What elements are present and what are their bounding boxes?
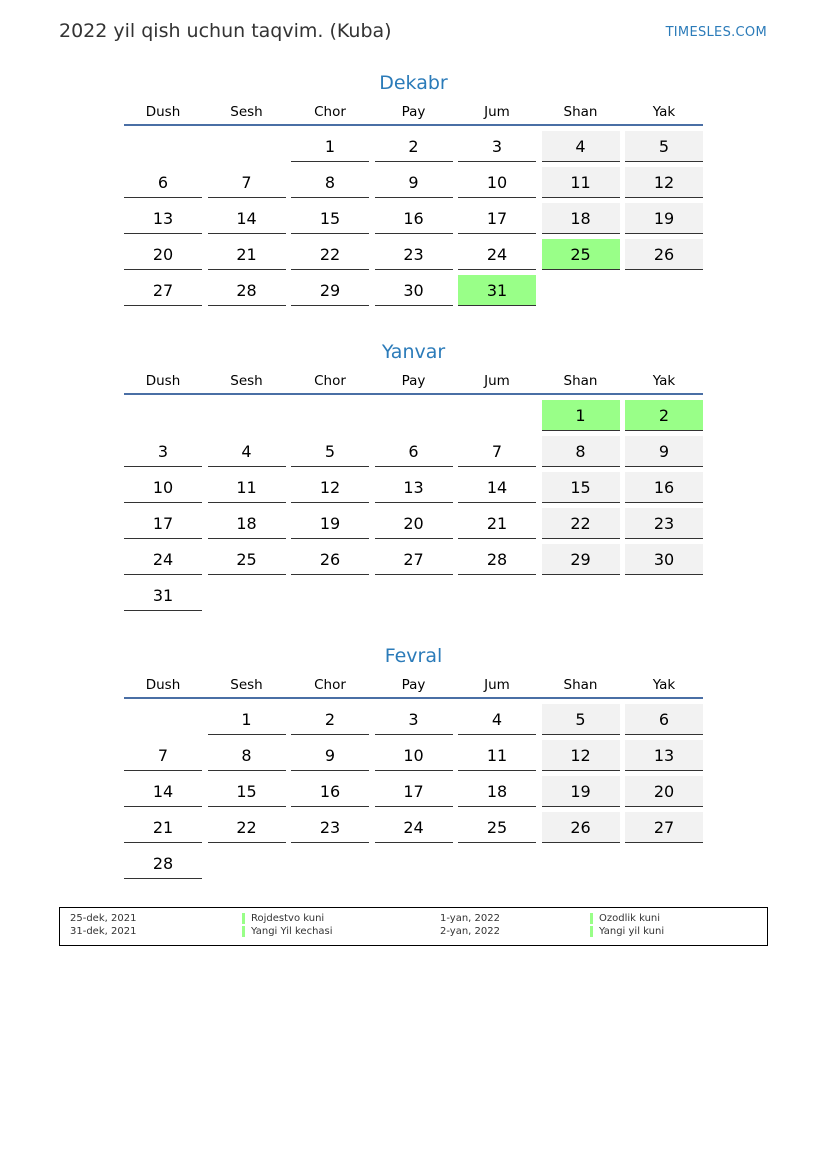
day-cell: 1 bbox=[291, 131, 369, 162]
day-cell: 21 bbox=[458, 508, 536, 539]
empty-day-cell bbox=[291, 848, 369, 879]
week-row bbox=[124, 848, 703, 884]
day-cell: 21 bbox=[124, 812, 202, 843]
empty-day-cell bbox=[375, 848, 453, 879]
day-cell: 11 bbox=[208, 472, 286, 503]
day-cell: 16 bbox=[375, 203, 453, 234]
day-cell: 14 bbox=[124, 776, 202, 807]
week-row bbox=[124, 239, 703, 275]
day-cell: 15 bbox=[208, 776, 286, 807]
day-cell: 28 bbox=[458, 544, 536, 575]
legend-holiday-name: Yangi Yil kechasi bbox=[242, 926, 333, 937]
weekday-label: Jum bbox=[484, 104, 510, 120]
day-cell: 6 bbox=[375, 436, 453, 467]
weekend-day-cell: 11 bbox=[542, 167, 620, 198]
weekday-label: Pay bbox=[401, 104, 426, 120]
legend-date: 1-yan, 2022 bbox=[440, 913, 500, 924]
weekend-day-cell: 12 bbox=[542, 740, 620, 771]
weekend-day-cell: 20 bbox=[625, 776, 703, 807]
holiday-day-cell: 25 bbox=[542, 239, 620, 270]
day-cell: 2 bbox=[375, 131, 453, 162]
day-cell: 10 bbox=[458, 167, 536, 198]
day-cell: 15 bbox=[291, 203, 369, 234]
weekend-day-cell: 22 bbox=[542, 508, 620, 539]
holiday-day-cell: 1 bbox=[542, 400, 620, 431]
empty-day-cell bbox=[124, 400, 202, 431]
weekday-label: Dush bbox=[145, 677, 181, 693]
week-row bbox=[124, 704, 703, 740]
legend-date: 31-dek, 2021 bbox=[70, 926, 137, 937]
day-cell: 23 bbox=[291, 812, 369, 843]
legend-date: 2-yan, 2022 bbox=[440, 926, 500, 937]
weekday-label: Yak bbox=[652, 373, 676, 389]
week-row bbox=[124, 740, 703, 776]
weekend-day-cell: 4 bbox=[542, 131, 620, 162]
week-row bbox=[124, 776, 703, 812]
day-cell: 12 bbox=[291, 472, 369, 503]
weekday-label: Sesh bbox=[230, 677, 263, 693]
empty-day-cell bbox=[542, 275, 620, 306]
holiday-day-cell: 2 bbox=[625, 400, 703, 431]
week-row bbox=[124, 580, 703, 616]
weekend-day-cell: 9 bbox=[625, 436, 703, 467]
day-cell: 8 bbox=[291, 167, 369, 198]
day-cell: 28 bbox=[124, 848, 202, 879]
empty-day-cell bbox=[375, 580, 453, 611]
weekday-header-row bbox=[124, 673, 703, 699]
weekend-day-cell: 27 bbox=[625, 812, 703, 843]
weekday-label: Pay bbox=[401, 373, 426, 389]
day-cell: 25 bbox=[208, 544, 286, 575]
week-row bbox=[124, 167, 703, 203]
empty-day-cell bbox=[542, 848, 620, 879]
day-cell: 20 bbox=[124, 239, 202, 270]
empty-day-cell bbox=[208, 400, 286, 431]
day-cell: 7 bbox=[208, 167, 286, 198]
weekend-day-cell: 12 bbox=[625, 167, 703, 198]
weekday-label: Shan bbox=[563, 677, 598, 693]
weekday-label: Shan bbox=[563, 373, 598, 389]
day-cell: 4 bbox=[458, 704, 536, 735]
week-row bbox=[124, 400, 703, 436]
week-row bbox=[124, 544, 703, 580]
weekday-label: Chor bbox=[314, 104, 346, 120]
day-cell: 8 bbox=[208, 740, 286, 771]
weekday-label: Shan bbox=[563, 104, 598, 120]
weekend-day-cell: 5 bbox=[542, 704, 620, 735]
month-calendar-january bbox=[124, 337, 703, 616]
empty-day-cell bbox=[375, 400, 453, 431]
day-cell: 2 bbox=[291, 704, 369, 735]
weekday-label: Jum bbox=[484, 373, 510, 389]
empty-day-cell bbox=[124, 704, 202, 735]
empty-day-cell bbox=[208, 131, 286, 162]
weekend-day-cell: 13 bbox=[625, 740, 703, 771]
empty-day-cell bbox=[458, 580, 536, 611]
empty-day-cell bbox=[124, 131, 202, 162]
weekend-day-cell: 8 bbox=[542, 436, 620, 467]
day-cell: 17 bbox=[375, 776, 453, 807]
week-row bbox=[124, 131, 703, 167]
empty-day-cell bbox=[458, 400, 536, 431]
empty-day-cell bbox=[458, 848, 536, 879]
day-cell: 5 bbox=[291, 436, 369, 467]
day-cell: 13 bbox=[375, 472, 453, 503]
month-name: Fevral bbox=[384, 645, 443, 667]
holiday-day-cell: 31 bbox=[458, 275, 536, 306]
day-cell: 17 bbox=[458, 203, 536, 234]
weekend-day-cell: 26 bbox=[542, 812, 620, 843]
page-title: 2022 yil qish uchun taqvim. (Kuba) bbox=[59, 20, 392, 42]
week-row bbox=[124, 436, 703, 472]
month-name: Yanvar bbox=[381, 341, 446, 363]
day-cell: 30 bbox=[375, 275, 453, 306]
day-cell: 11 bbox=[458, 740, 536, 771]
day-cell: 20 bbox=[375, 508, 453, 539]
legend-holiday-name: Yangi yil kuni bbox=[590, 926, 664, 937]
day-cell: 22 bbox=[208, 812, 286, 843]
day-cell: 3 bbox=[458, 131, 536, 162]
day-cell: 27 bbox=[375, 544, 453, 575]
legend-holiday-name: Ozodlik kuni bbox=[590, 913, 660, 924]
day-cell: 18 bbox=[458, 776, 536, 807]
weekend-day-cell: 29 bbox=[542, 544, 620, 575]
day-cell: 3 bbox=[375, 704, 453, 735]
day-cell: 14 bbox=[458, 472, 536, 503]
day-cell: 7 bbox=[458, 436, 536, 467]
site-link[interactable]: TIMESLES.COM bbox=[665, 25, 767, 40]
weekend-day-cell: 23 bbox=[625, 508, 703, 539]
day-cell: 26 bbox=[291, 544, 369, 575]
day-cell: 24 bbox=[458, 239, 536, 270]
day-cell: 16 bbox=[291, 776, 369, 807]
weekday-label: Yak bbox=[652, 677, 676, 693]
week-row bbox=[124, 203, 703, 239]
day-cell: 23 bbox=[375, 239, 453, 270]
day-cell: 14 bbox=[208, 203, 286, 234]
weekday-label: Chor bbox=[314, 677, 346, 693]
day-cell: 3 bbox=[124, 436, 202, 467]
empty-day-cell bbox=[625, 580, 703, 611]
legend-date: 25-dek, 2021 bbox=[70, 913, 137, 924]
weekend-day-cell: 6 bbox=[625, 704, 703, 735]
day-cell: 28 bbox=[208, 275, 286, 306]
week-row bbox=[124, 472, 703, 508]
day-cell: 19 bbox=[291, 508, 369, 539]
weekday-label: Chor bbox=[314, 373, 346, 389]
week-row bbox=[124, 508, 703, 544]
day-cell: 4 bbox=[208, 436, 286, 467]
day-cell: 10 bbox=[124, 472, 202, 503]
day-cell: 10 bbox=[375, 740, 453, 771]
empty-day-cell bbox=[208, 848, 286, 879]
weekday-header-row bbox=[124, 369, 703, 395]
month-calendar-february bbox=[124, 641, 703, 884]
day-cell: 7 bbox=[124, 740, 202, 771]
weekend-day-cell: 19 bbox=[625, 203, 703, 234]
month-name: Dekabr bbox=[379, 72, 448, 94]
week-row bbox=[124, 812, 703, 848]
day-cell: 24 bbox=[124, 544, 202, 575]
day-cell: 25 bbox=[458, 812, 536, 843]
legend-holiday-name: Rojdestvo kuni bbox=[242, 913, 324, 924]
day-cell: 24 bbox=[375, 812, 453, 843]
weekday-label: Jum bbox=[484, 677, 510, 693]
weekend-day-cell: 19 bbox=[542, 776, 620, 807]
week-row bbox=[124, 275, 703, 311]
empty-day-cell bbox=[625, 848, 703, 879]
day-cell: 27 bbox=[124, 275, 202, 306]
empty-day-cell bbox=[208, 580, 286, 611]
day-cell: 29 bbox=[291, 275, 369, 306]
empty-day-cell bbox=[291, 400, 369, 431]
day-cell: 22 bbox=[291, 239, 369, 270]
day-cell: 21 bbox=[208, 239, 286, 270]
weekday-label: Sesh bbox=[230, 373, 263, 389]
weekday-header-row bbox=[124, 100, 703, 126]
empty-day-cell bbox=[625, 275, 703, 306]
weekend-day-cell: 26 bbox=[625, 239, 703, 270]
empty-day-cell bbox=[542, 580, 620, 611]
weekend-day-cell: 16 bbox=[625, 472, 703, 503]
weekend-day-cell: 15 bbox=[542, 472, 620, 503]
empty-day-cell bbox=[291, 580, 369, 611]
holiday-legend bbox=[59, 907, 768, 946]
weekday-label: Dush bbox=[145, 373, 181, 389]
weekend-day-cell: 18 bbox=[542, 203, 620, 234]
day-cell: 9 bbox=[291, 740, 369, 771]
weekday-label: Pay bbox=[401, 677, 426, 693]
day-cell: 9 bbox=[375, 167, 453, 198]
month-calendar-december bbox=[124, 68, 703, 311]
weekend-day-cell: 5 bbox=[625, 131, 703, 162]
weekday-label: Dush bbox=[145, 104, 181, 120]
day-cell: 6 bbox=[124, 167, 202, 198]
day-cell: 18 bbox=[208, 508, 286, 539]
weekday-label: Yak bbox=[652, 104, 676, 120]
weekday-label: Sesh bbox=[230, 104, 263, 120]
day-cell: 1 bbox=[208, 704, 286, 735]
day-cell: 17 bbox=[124, 508, 202, 539]
day-cell: 31 bbox=[124, 580, 202, 611]
day-cell: 13 bbox=[124, 203, 202, 234]
weekend-day-cell: 30 bbox=[625, 544, 703, 575]
